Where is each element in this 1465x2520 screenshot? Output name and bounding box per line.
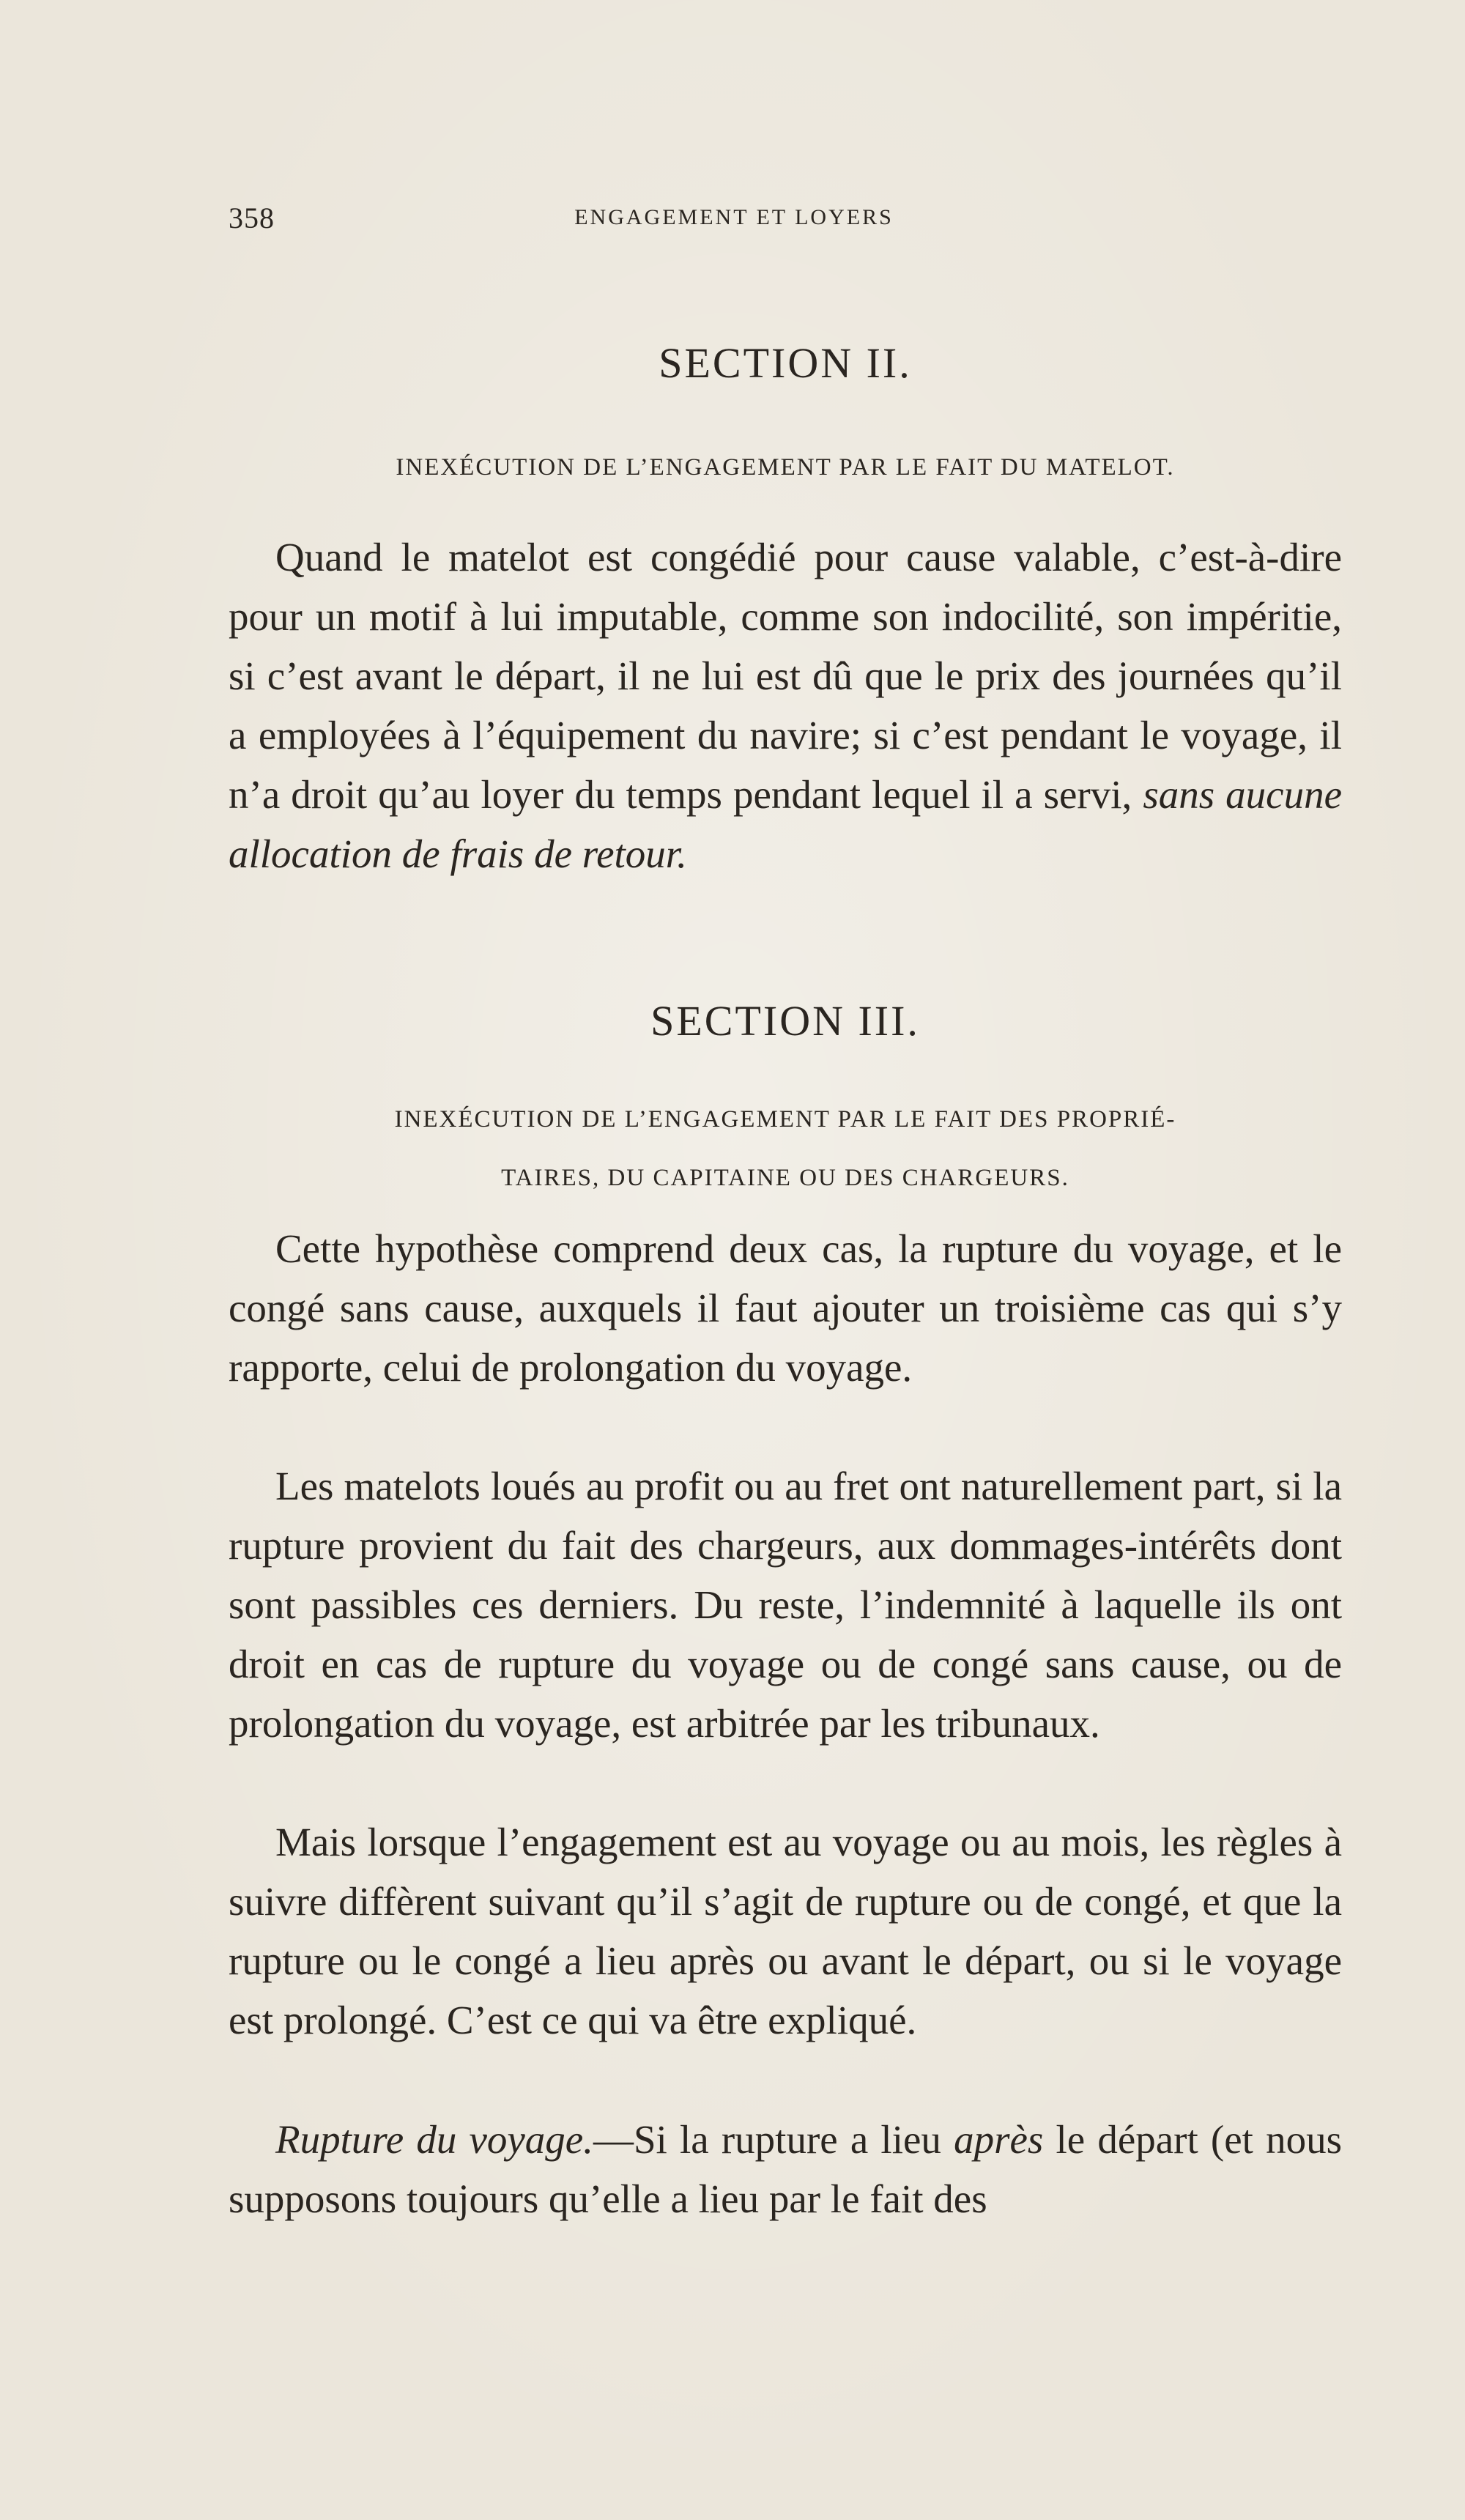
page-header: [229, 201, 1342, 245]
paragraph-engagement-voyage: Mais lorsque l’engagement est au voyage ou au mois, les règles à suivre diffèrent suivant qu’il s’agit de rupture ou de congé, et que la rupture ou le congé a lieu après ou avant le départ, ou si le voyage est prolongé. C’est ce qui va être expliqué.: [229, 1820, 1342, 2042]
paragraph-profit-fret: Les matelots loués au profit ou au fret ont naturellement part, si la rupture provient du fait des chargeurs, aux dommages-intérêts dont sont passibles ces derniers. Du reste, l’indemnité à laquelle ils ont droit en cas de rupture du voyage ou de congé sans cause, ou de prolongation du voyage, est arbitrée par les tribunaux.: [229, 1464, 1342, 1746]
section-ii-title: SECTION II.: [659, 339, 912, 387]
rupture-italic-apres: après: [954, 2117, 1044, 2162]
section-iii-subtitle-line1: INEXÉCUTION DE L’ENGAGEMENT PAR LE FAIT DES PROPRIÉ-: [394, 1106, 1176, 1133]
section-iii-title: SECTION III.: [650, 997, 920, 1045]
paragraph-rupture-voyage: [229, 2110, 1342, 2228]
paragraph-matelot-conge: [229, 527, 1342, 883]
page-number: 358: [229, 201, 275, 234]
rupture-text-b: le départ (et nous supposons toujours qu’elle a lieu par le fait des: [229, 2117, 1343, 2221]
section-ii-subtitle: INEXÉCUTION DE L’ENGAGEMENT PAR LE FAIT DU MATELOT.: [396, 454, 1175, 481]
paragraph-text: Quand le matelot est congédié pour cause valable, c’est-à-dire pour un motif à lui imputable, comme son indocilité, son impéritie, si c’est avant le départ, il ne lui est dû que le prix des journées qu’il a employées à l’équipement du navire; si c’est pendant le voyage, il n’a droit qu’au loyer du temps pendant lequel il a servi,: [229, 535, 1342, 817]
rupture-heading: Rupture du voyage.: [275, 2117, 593, 2162]
section-iii-subtitle-line2: TAIRES, DU CAPITAINE OU DES CHARGEURS.: [501, 1165, 1069, 1191]
running-head: ENGAGEMENT ET LOYERS: [574, 205, 894, 229]
paragraph-italic: sans aucune allocation de frais de retour.: [229, 772, 1343, 876]
rupture-text-a: —Si la rupture a lieu: [593, 2117, 941, 2162]
paragraph-hypothese: Cette hypothèse comprend deux cas, la rupture du voyage, et le congé sans cause, auxquels il faut ajouter un troisième cas qui s’y rapporte, celui de prolongation du voyage.: [229, 1226, 1342, 1390]
